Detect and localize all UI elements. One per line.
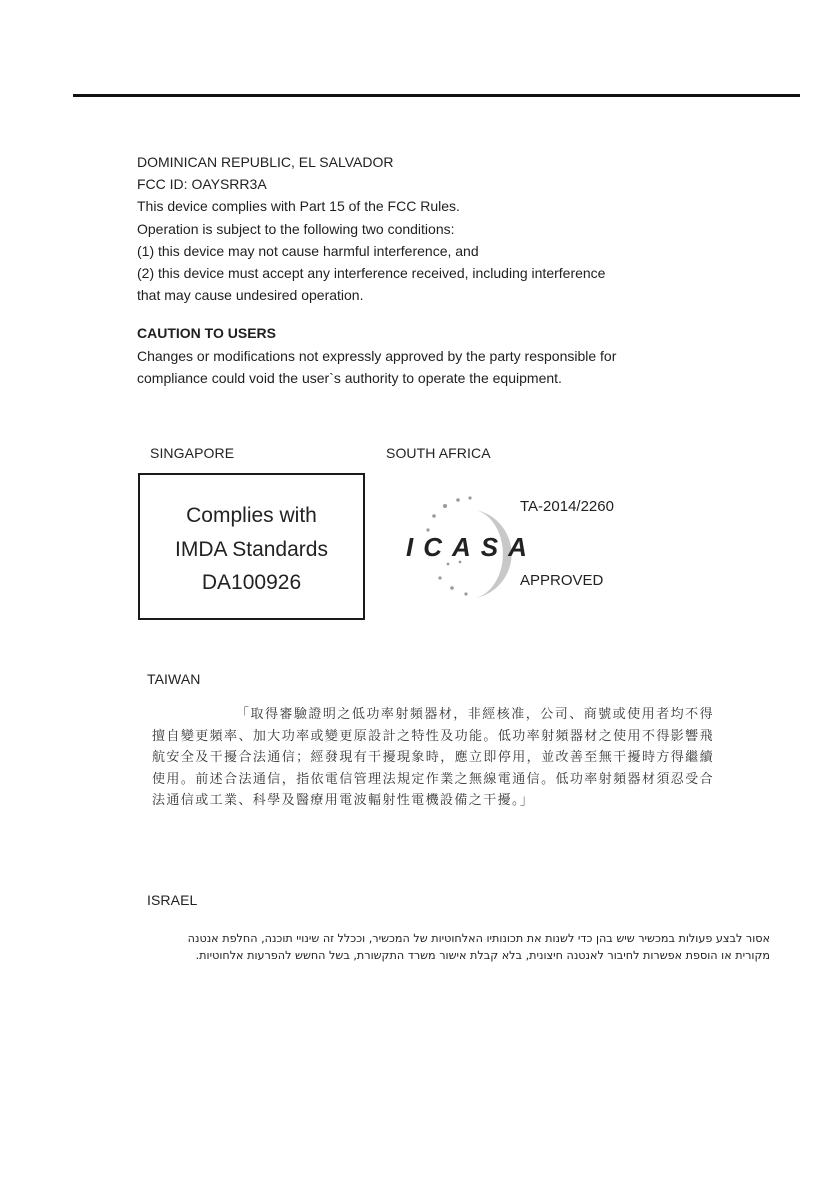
caution-line-1: Changes or modifications not expressly approved by the party responsible for xyxy=(137,347,617,364)
fcc-line-id: FCC ID: OAYSRR3A xyxy=(137,176,267,193)
taiwan-heading: TAIWAN xyxy=(147,671,201,687)
fcc-line-compliance: This device complies with Part 15 of the FCC Rules. xyxy=(137,198,460,215)
icasa-logo xyxy=(400,490,650,610)
fcc-line-region: DOMINICAN REPUBLIC, EL SALVADOR xyxy=(137,154,394,170)
taiwan-statement: 「取得審驗證明之低功率射頻器材，非經核准，公司、商號或使用者均不得擅自變更頻率、加大功率或變更原設計之特性及功能。低功率射頻器材之使用不得影響飛航安全及干擾合法通信；經發現有干擾現象時，應立即停用，並改善至無干擾時方得繼續使用。前述合法通信，指依電信管理法規定作業之無線電通信。低功率射頻器材須忍受合法通信或工業、科學及醫療用電波輻射性電機設備之干擾。」 xyxy=(152,707,714,809)
caution-title: CAUTION TO USERS xyxy=(137,325,276,341)
icasa-wordmark: ICASA xyxy=(406,532,537,562)
south-africa-heading: SOUTH AFRICA xyxy=(386,445,491,461)
fcc-line-condition-2-cont: that may cause undesired operation. xyxy=(137,287,364,304)
caution-section xyxy=(137,322,737,390)
fcc-line-condition-1: (1) this device may not cause harmful interference, and xyxy=(137,242,479,259)
israel-heading: ISRAEL xyxy=(147,892,198,908)
israel-statement: אסור לבצע פעולות במכשיר שיש בהן כדי לשנות את תכונותיו האלחוטיות של המכשיר, וככלל זה שינויי תוכנה, החלפת אנטנה מקורית או הוספת אפשרות לחיבור לאנטנה חיצונית, בלא קבלת אישור משרד התקשורת, בשל החשש להפרעות אלחוטיות. xyxy=(187,932,770,962)
imda-line-2: IMDA Standards xyxy=(175,537,328,561)
imda-line-1: Complies with xyxy=(186,504,317,527)
fcc-section xyxy=(137,151,737,306)
top-rule xyxy=(73,94,800,97)
fcc-line-conditions: Operation is subject to the following two conditions: xyxy=(137,220,455,237)
icasa-approved-label: APPROVED xyxy=(520,572,604,589)
caution-line-2: compliance could void the user`s authority to operate the equipment. xyxy=(137,370,562,386)
fcc-line-condition-2: (2) this device must accept any interference received, including interference xyxy=(137,265,606,282)
icasa-approval-number: TA-2014/2260 xyxy=(520,498,614,515)
singapore-heading: SINGAPORE xyxy=(150,445,235,461)
imda-label-box xyxy=(138,473,365,620)
imda-line-3: DA100926 xyxy=(201,571,302,594)
